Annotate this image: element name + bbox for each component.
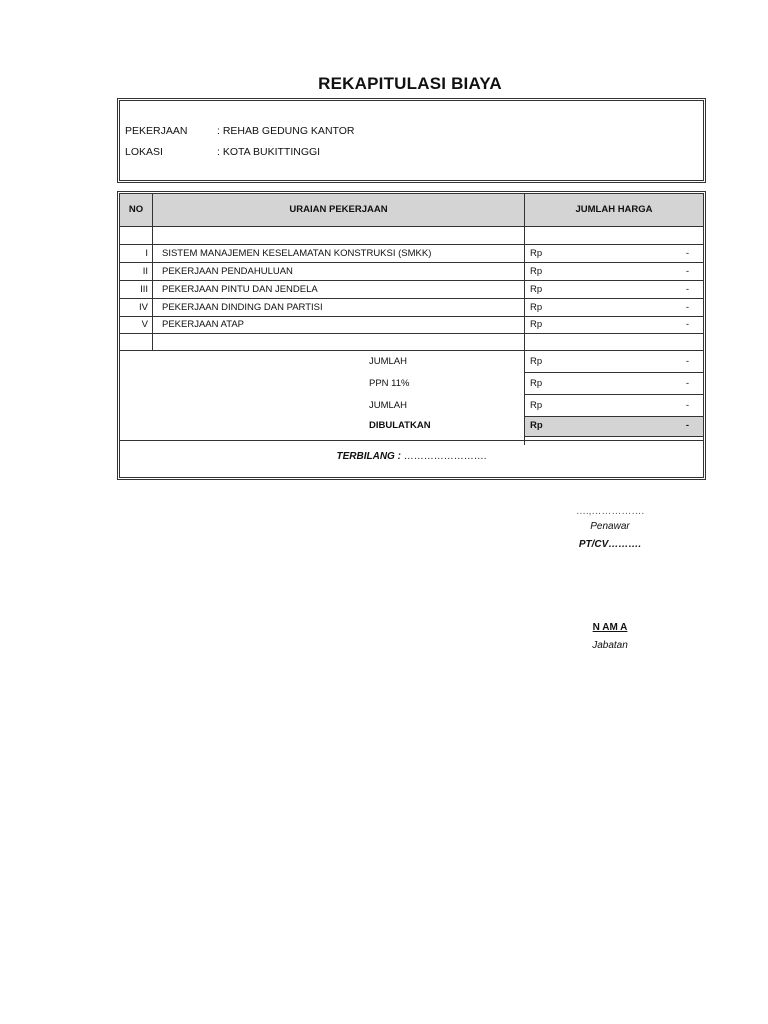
rule-terbilang	[120, 440, 703, 441]
signature-place-date: ….,…………….	[575, 506, 645, 517]
signature-company: PT/CV……….	[578, 539, 642, 550]
rule-sum-3	[524, 416, 703, 417]
terbilang-value: …………………….	[400, 451, 487, 462]
lokasi-label: LOKASI	[125, 146, 163, 158]
row-currency: Rp	[530, 248, 543, 259]
pekerjaan-value: : REHAB GEDUNG KANTOR	[217, 125, 355, 137]
row-number: I	[145, 248, 148, 259]
summary-label: DIBULATKAN	[369, 420, 431, 431]
summary-label: JUMLAH	[369, 400, 408, 411]
row-number: V	[141, 319, 148, 330]
summary-currency: Rp	[530, 356, 543, 367]
row-description: PEKERJAAN ATAP	[162, 319, 245, 330]
cost-table	[117, 191, 706, 480]
header-no: NO	[128, 204, 144, 215]
project-info-box	[117, 98, 706, 183]
terbilang-label: TERBILANG :	[336, 451, 401, 462]
summary-label: JUMLAH	[369, 356, 408, 367]
row-currency: Rp	[530, 284, 543, 295]
row-amount: -	[685, 266, 689, 277]
table-row	[120, 281, 703, 299]
summary-currency: Rp	[530, 420, 543, 431]
table-row	[120, 316, 703, 334]
row-number: IV	[139, 302, 148, 313]
table-header	[120, 194, 703, 227]
document-title: REKAPITULASI BIAYA	[318, 74, 502, 93]
row-amount: -	[685, 248, 689, 259]
rule-blank-end	[120, 350, 703, 351]
rule-sum-1	[524, 372, 703, 373]
row-currency: Rp	[530, 266, 543, 277]
summary-currency: Rp	[530, 378, 543, 389]
row-number: III	[140, 284, 148, 295]
summary-currency: Rp	[530, 400, 543, 411]
terbilang-line	[120, 451, 703, 462]
signature-title: Jabatan	[592, 640, 628, 651]
table-row	[120, 263, 703, 281]
rule-sum-2	[524, 394, 703, 395]
table-row	[120, 245, 703, 263]
row-amount: -	[685, 302, 689, 313]
row-amount: -	[685, 284, 689, 295]
dibulatkan-shade	[525, 416, 703, 436]
signature-name: N AM A	[592, 622, 628, 633]
row-amount: -	[685, 319, 689, 330]
pekerjaan-label: PEKERJAAN	[125, 125, 188, 137]
header-jumlah-harga: JUMLAH HARGA	[575, 204, 653, 215]
row-description: PEKERJAAN PENDAHULUAN	[162, 266, 293, 277]
row-currency: Rp	[530, 302, 543, 313]
table-row	[120, 299, 703, 317]
row-description: PEKERJAAN PINTU DAN JENDELA	[162, 284, 318, 295]
summary-amount: -	[685, 400, 689, 411]
row-description: SISTEM MANAJEMEN KESELAMATAN KONSTRUKSI (SMKK)	[162, 248, 432, 259]
row-number: II	[142, 266, 148, 277]
summary-amount: -	[685, 378, 689, 389]
summary-amount: -	[685, 356, 689, 367]
summary-amount: -	[685, 420, 689, 431]
row-description: PEKERJAAN DINDING DAN PARTISI	[162, 302, 323, 313]
row-currency: Rp	[530, 319, 543, 330]
summary-label: PPN 11%	[369, 378, 410, 389]
header-uraian: URAIAN PEKERJAAN	[289, 204, 388, 215]
lokasi-value: : KOTA BUKITTINGGI	[217, 146, 321, 158]
signature-role: Penawar	[590, 521, 630, 532]
rule-sum-4	[524, 436, 703, 437]
